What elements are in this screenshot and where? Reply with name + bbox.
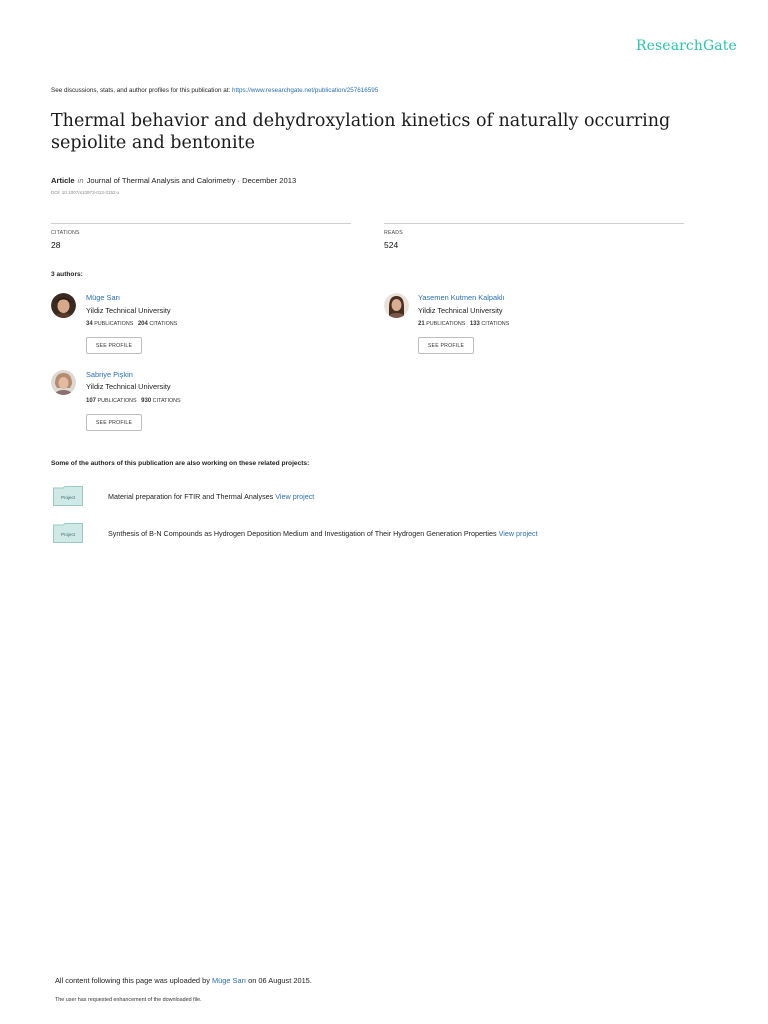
author-affiliation: Yildiz Technical University: [418, 306, 503, 315]
project-title: Synthesis of B-N Compounds as Hydrogen Deposition Medium and Investigation of Their Hydrogen Generation Properties: [108, 529, 497, 538]
authors-heading: 3 authors:: [51, 271, 83, 278]
avatar[interactable]: [384, 293, 409, 318]
uploader-link[interactable]: Müge Sarı: [211, 976, 247, 985]
enhancement-note: The user has requested enhancement of the downloaded file.: [55, 997, 202, 1003]
citations-label: CITATIONS: [51, 230, 80, 236]
reads-count: 524: [384, 240, 399, 250]
project-title: Material preparation for FTIR and Thermal Analyses: [108, 492, 274, 501]
publications-count: 21: [418, 321, 425, 327]
reads-label: READS: [384, 230, 403, 236]
upload-prefix: All content following this page was uploaded by: [55, 976, 210, 985]
avatar[interactable]: [51, 370, 76, 395]
author-name-link[interactable]: Yasemen Kutmen Kalpaklı: [418, 293, 505, 302]
see-profile-button[interactable]: SEE PROFILE: [418, 337, 474, 354]
author-citations-count: 930: [141, 398, 152, 404]
publication-url-link[interactable]: https://www.researchgate.net/publication/257616595: [231, 87, 379, 94]
author-affiliation: Yildiz Technical University: [86, 382, 171, 391]
publications-label: PUBLICATIONS: [426, 321, 466, 327]
author-citations-count: 133: [469, 321, 480, 327]
author-citations-label: CITATIONS: [149, 321, 178, 327]
upload-note: [55, 976, 312, 985]
author-citations-count: 204: [137, 321, 148, 327]
project-item: [108, 492, 314, 501]
avatar[interactable]: [51, 293, 76, 318]
publications-label: PUBLICATIONS: [94, 321, 134, 327]
view-project-link[interactable]: View project: [498, 529, 538, 538]
publications-count: 107: [86, 398, 97, 404]
page-title: Thermal behavior and dehydroxylation kinetics of naturally occurring sepiolite and bentonite: [51, 111, 671, 153]
discussion-intro: See discussions, stats, and author profiles for this publication at:: [51, 87, 231, 94]
divider-reads: [384, 223, 684, 224]
see-profile-button[interactable]: SEE PROFILE: [86, 414, 142, 431]
author-citations-label: CITATIONS: [481, 321, 510, 327]
project-icon: [53, 486, 83, 506]
project-badge-label: Project: [60, 495, 76, 500]
citations-count: 28: [51, 240, 61, 250]
researchgate-logo[interactable]: ResearchGate: [636, 38, 737, 54]
project-icon: [53, 523, 83, 543]
author-name-link[interactable]: Sabriye Pişkin: [86, 370, 133, 379]
upload-date: on 06 August 2015.: [248, 976, 312, 985]
in-label: in: [77, 176, 84, 185]
project-badge-label: Project: [60, 532, 76, 537]
author-citations-label: CITATIONS: [152, 398, 181, 404]
author-counts: [86, 398, 181, 404]
author-name-link[interactable]: Müge Sarı: [86, 293, 121, 302]
discussion-line: [51, 87, 378, 94]
author-counts: [418, 321, 509, 327]
author-counts: [86, 321, 177, 327]
author-affiliation: Yildiz Technical University: [86, 306, 171, 315]
journal-name: Journal of Thermal Analysis and Calorimetry · December 2013: [86, 176, 297, 185]
publications-count: 34: [86, 321, 93, 327]
see-profile-button[interactable]: SEE PROFILE: [86, 337, 142, 354]
article-type: Article: [51, 176, 75, 185]
article-meta: [51, 176, 296, 185]
doi: DOI: 10.1007/s10973-013-3152-x: [51, 190, 120, 195]
project-item: [108, 529, 538, 538]
related-projects-heading: Some of the authors of this publication are also working on these related projects:: [51, 460, 310, 467]
publications-label: PUBLICATIONS: [97, 398, 137, 404]
divider-citations: [51, 223, 351, 224]
view-project-link[interactable]: View project: [275, 492, 315, 501]
